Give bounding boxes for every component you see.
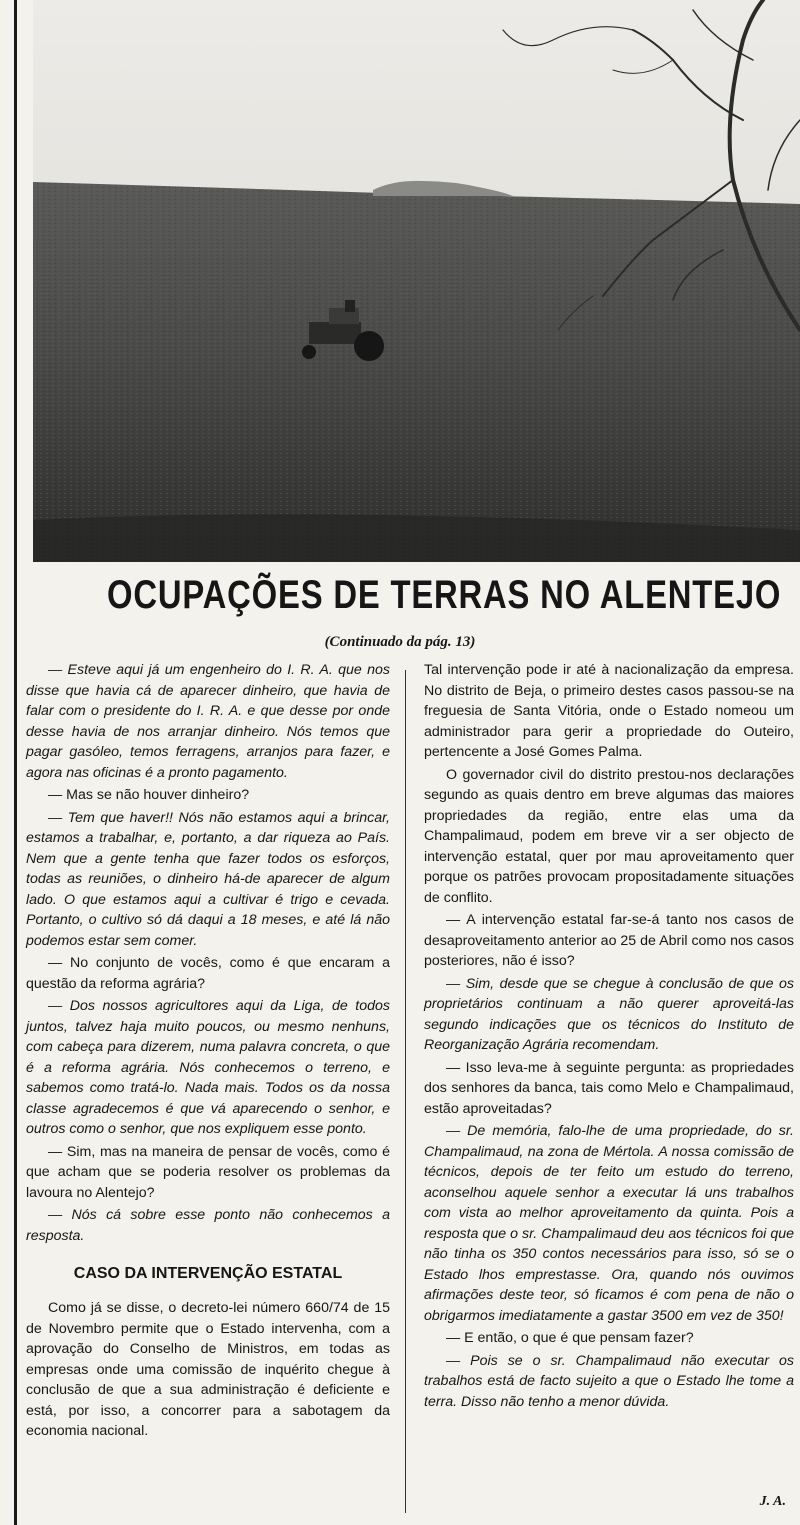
paragraph: — Sim, mas na maneira de pensar de vocês, como é que acham que se poderia resolver os problemas da lavoura no Alentejo? bbox=[26, 1143, 390, 1201]
paragraph: — De memória, falo-lhe de uma propriedade, do sr. Champalimaud, na zona de Mértola. A nossa comissão de técnicos, depois de ter feito um estudo do terreno, aconselhou aquele senhor a executar lá uns trabalhos com vista ao melhor aproveitamento da quinta. Pois a resposta que o sr. Champalimaud deu aos técnicos foi que não tinha os 350 contos necessários para isso, só se o Estado lhos emprestasse. Ora, quando nós ouvimos afirmações deste teor, só ficamos é com pena de não o obrigarmos imediatamente a gastar 3500 em vez de 350! bbox=[424, 1123, 794, 1324]
tractor-field-photo bbox=[33, 0, 800, 562]
photo-graphic bbox=[33, 0, 800, 562]
paragraph: — Dos nossos agricultores aqui da Liga, de todos juntos, talvez haja muito poucos, ou mesmo nenhuns, com cabeça para dizerem, numa palavra concreta, o que é a reforma agrária. Nós conhecemos o terreno, e sabemos como tratá-lo. Nada mais. Todos os da nossa classe agradecemos é que vá aparecendo o senhor, e outros como o senhor, que nos expliquem esse ponto. bbox=[26, 998, 390, 1137]
paragraph: — Nós cá sobre esse ponto não conhecemos a resposta. bbox=[26, 1207, 390, 1244]
right-column bbox=[424, 660, 794, 1414]
section-subhead: CASO DA INTERVENÇÃO ESTATAL bbox=[73, 1265, 343, 1282]
column-divider bbox=[405, 670, 406, 1513]
margin-rule bbox=[14, 0, 17, 1525]
paragraph: — Sim, desde que se chegue à conclusão de que os proprietários continuam a não querer aproveitá-las segundo indicações que os técnicos do Instituto de Reorganização Agrária recomendam. bbox=[424, 975, 794, 1053]
paragraph: O governador civil do distrito prestou-nos declarações segundo as quais dentro em breve algumas das maiores propriedades da região, entre elas uma da Champalimaud, podem em breve vir a ser objecto de intervenção estatal, quer por mau aproveitamento quer porque os patrões provocam propositadamente situações de conflito. bbox=[424, 766, 794, 906]
left-column bbox=[26, 660, 390, 1444]
author-signature: J. A. bbox=[759, 1494, 786, 1509]
paragraph: — Pois se o sr. Champalimaud não executar os trabalhos está de facto sujeito a que o Estado lhe tome a terra. Disso não tenho a menor dúvida. bbox=[424, 1352, 794, 1410]
paragraph: Como já se disse, o decreto-lei número 660/74 de 15 de Novembro permite que o Estado intervenha, com a aprovação do Conselho de Ministros, em todas as empresas onde uma comissão de inquérito chegue à conclusão de que a sua administração é deficiente e está, por isso, a concorrer para a sabotagem da economia nacional. bbox=[26, 1300, 390, 1439]
paragraph: — Isso leva-me à seguinte pergunta: as propriedades dos senhores da banca, tais como Melo e Champalimaud, estão aproveitadas? bbox=[424, 1059, 794, 1117]
paragraph: — Esteve aqui já um engenheiro do I. R. A. que nos disse que havia cá de aparecer dinheiro, que havia de falar com o presidente do I. R. A. e que desse por onde desse havia de nos arranjar dinheiro. Nós temos que pagar gasóleo, temos ferragens, arranjos para fazer, e agora nas oficinas é a pronto pagamento. bbox=[26, 662, 390, 781]
paragraph: — No conjunto de vocês, como é que encaram a questão da reforma agrária? bbox=[26, 955, 390, 992]
paragraph: — Tem que haver!! Nós não estamos aqui a brincar, estamos a trabalhar, e, portanto, a dar riqueza ao País. Nem que a gente tenha que fazer todos os esforços, todas as reuniões, o dinheiro há-de aparecer de algum lado. O que estamos aqui a cultivar é trigo e cevada. Portanto, o cultivo só dá daqui a 18 meses, e até lá não podemos estar sem comer. bbox=[26, 809, 390, 949]
continued-from-note: (Continuado da pág. 13) bbox=[324, 634, 476, 650]
paragraph: — Mas se não houver dinheiro? bbox=[48, 787, 250, 803]
paragraph: — A intervenção estatal far-se-á tanto nos casos de desaproveitamento anterior ao 25 de Abril como nos casos posteriores, não é isso? bbox=[424, 912, 794, 969]
paragraph: — E então, o que é que pensam fazer? bbox=[446, 1330, 694, 1346]
headline: OCUPAÇÕES DE TERRAS NO ALENTEJO bbox=[107, 573, 782, 617]
paragraph: Tal intervenção pode ir até à nacionalização da empresa. No distrito de Beja, o primeiro destes casos passou-se na freguesia de Santa Vitória, onde o Estado nomeou um administrador para gerir a propriedade do Outeiro, pertencente a José Gomes Palma. bbox=[424, 662, 794, 760]
